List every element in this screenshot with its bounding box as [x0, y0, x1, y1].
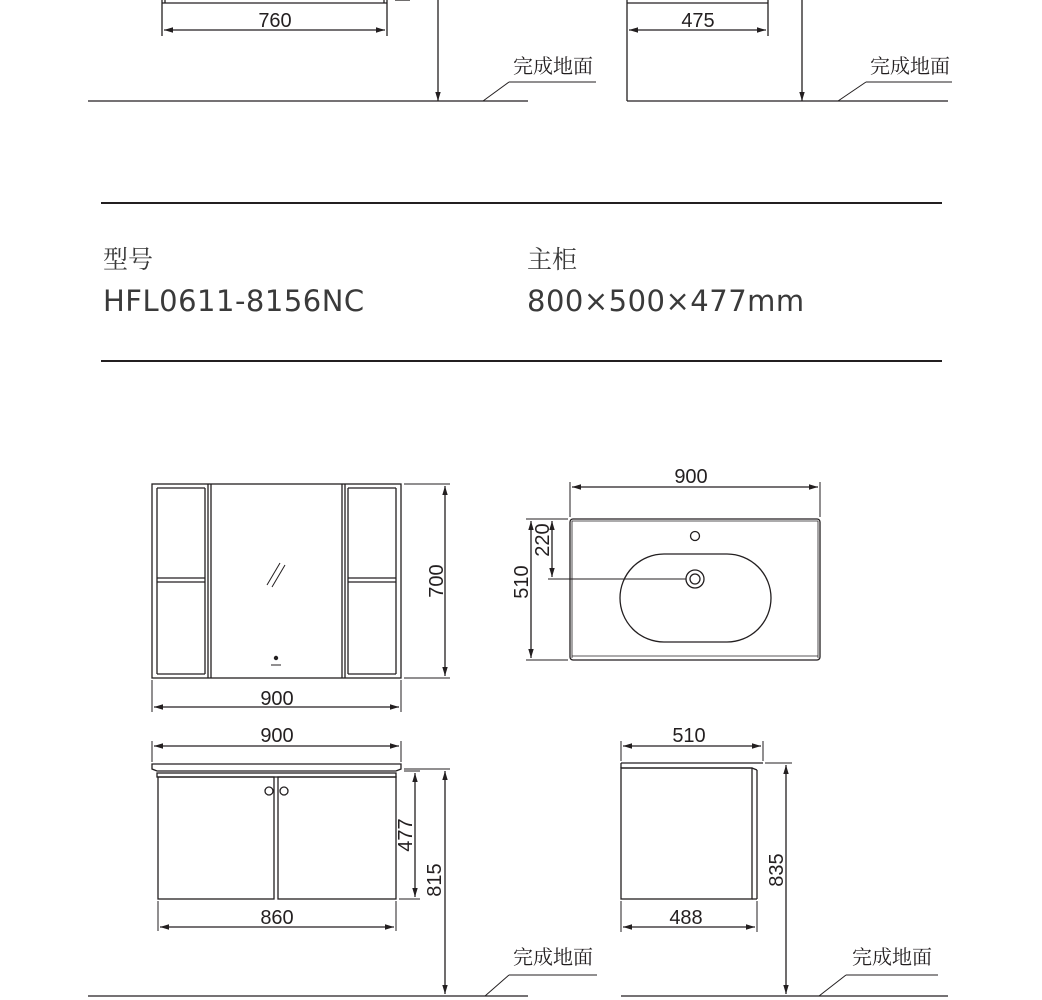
dim-label-cabinet-height: 477	[395, 818, 417, 852]
door-knob-left	[265, 787, 273, 795]
floor-label-top-right: 完成地面	[870, 54, 950, 78]
dim-label-side-top-depth: 510	[672, 725, 706, 747]
dim-label-basin-depth: 510	[511, 565, 533, 599]
dim-label-475: 475	[681, 10, 715, 32]
dim-label-tap-offset: 220	[532, 523, 554, 557]
door-knob-right	[280, 787, 288, 795]
drain-outer	[686, 570, 704, 588]
dim-label-mirror-width: 900	[260, 688, 294, 710]
floor-label-bottom-right: 完成地面	[852, 945, 932, 969]
floor-label-top-left: 完成地面	[513, 54, 593, 78]
dim-label-mirror-height: 700	[426, 564, 448, 598]
model-value: HFL0611-8156NC	[103, 284, 365, 318]
model-label: 型号	[103, 245, 154, 274]
dim-label-basin-width: 900	[674, 466, 708, 488]
cabinet-size-value: 800×500×477mm	[527, 284, 805, 318]
tap-hole	[691, 532, 700, 541]
floor-label-bottom-left: 完成地面	[513, 945, 593, 969]
floor-leader-right	[838, 82, 866, 101]
dim-label-vanity-top-width: 900	[260, 725, 294, 747]
spec-table-bottom-rule	[101, 360, 942, 362]
spec-table-top-rule	[101, 202, 942, 204]
top-side-view	[627, 0, 952, 101]
drain-inner	[690, 574, 700, 584]
top-front-view	[88, 0, 596, 101]
dim-label-760: 760	[258, 10, 292, 32]
dim-label-vanity-install-height: 815	[424, 863, 446, 897]
dim-label-side-install-height: 835	[766, 853, 788, 887]
dim-label-vanity-body-width: 860	[260, 907, 294, 929]
mirror-glare	[267, 563, 280, 585]
mirror-touch-switch	[274, 656, 278, 660]
dim-label-side-body-depth: 488	[669, 907, 703, 929]
mirror-cabinet	[152, 484, 450, 712]
floor-leader-left	[483, 82, 509, 101]
basin-top-view	[526, 482, 820, 660]
cabinet-size-label: 主柜	[527, 245, 578, 274]
